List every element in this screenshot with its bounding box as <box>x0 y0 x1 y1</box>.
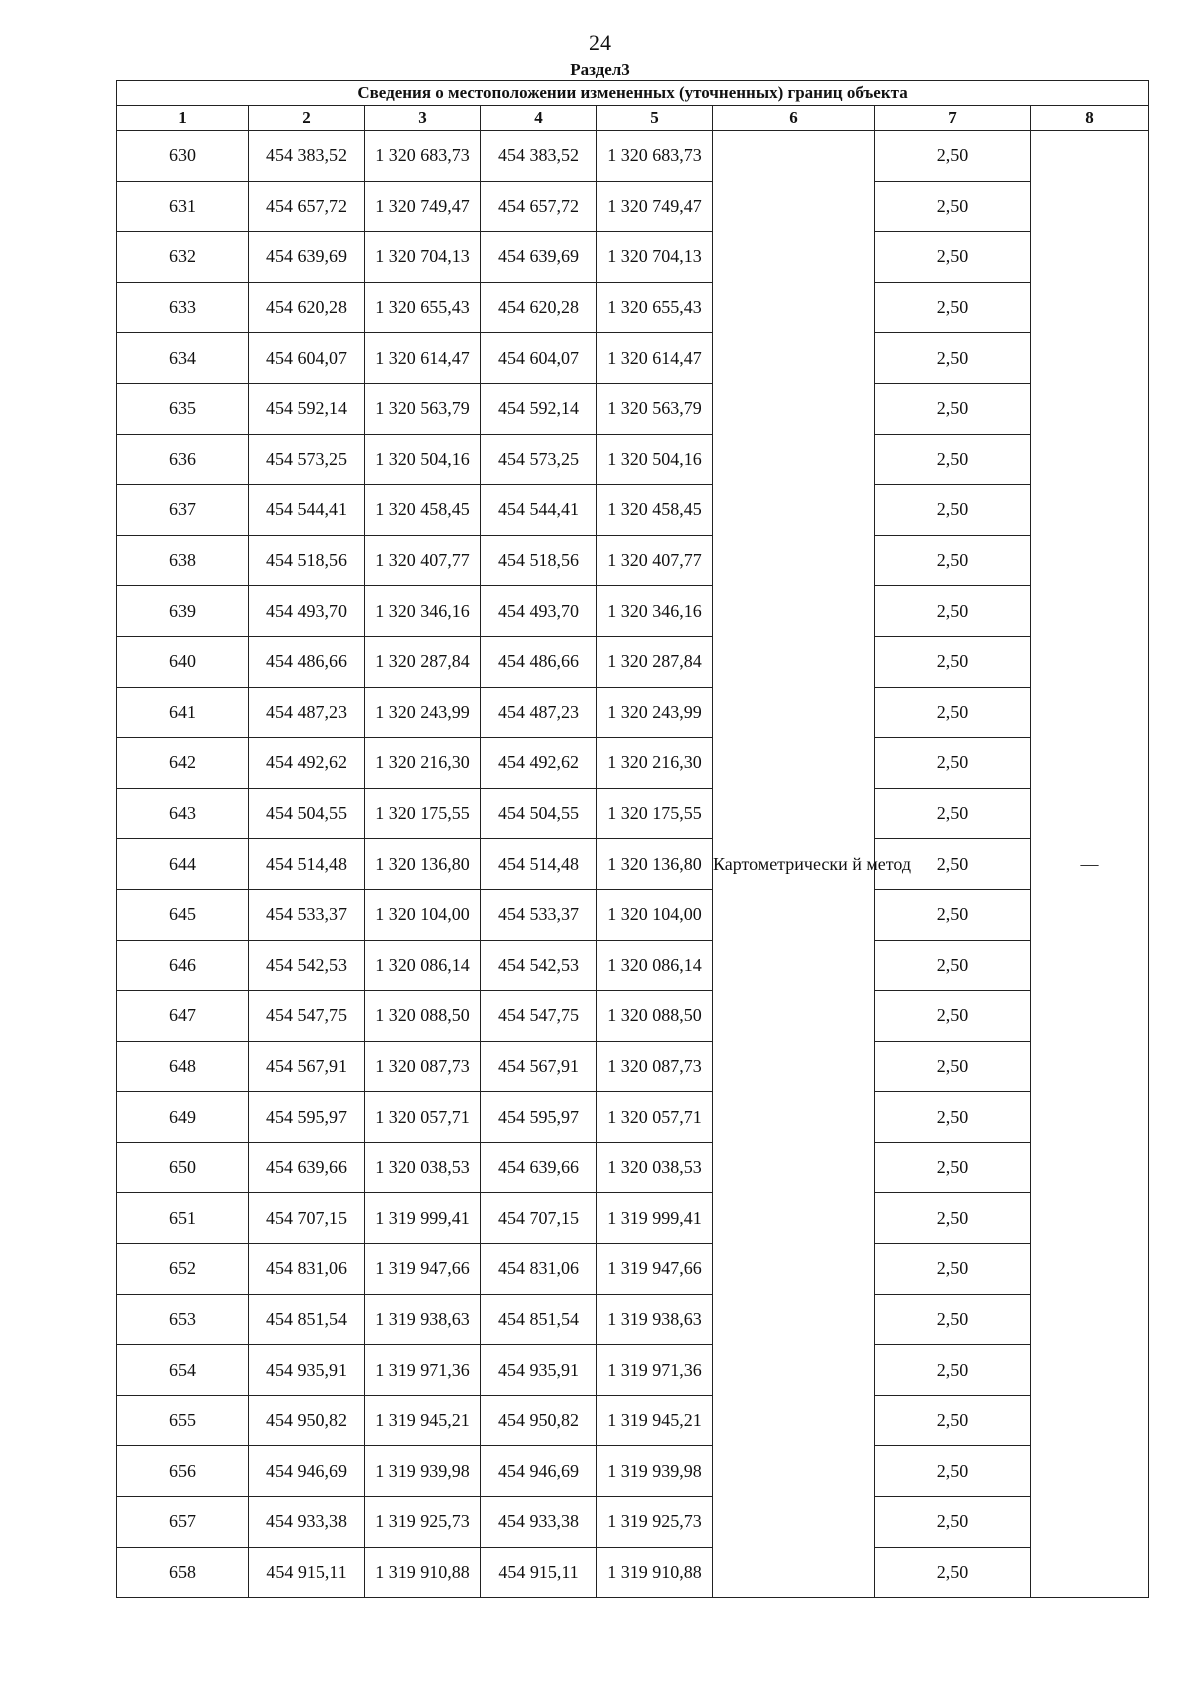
table-header-row <box>117 106 1149 131</box>
y-new-cell: 1 320 057,71 <box>597 1092 713 1143</box>
precision-cell: 2,50 <box>875 738 1031 789</box>
point-number-cell: 642 <box>117 738 249 789</box>
point-number-cell: 637 <box>117 485 249 536</box>
precision-cell: 2,50 <box>875 232 1031 283</box>
y-old-cell: 1 320 563,79 <box>365 383 481 434</box>
table-row <box>117 383 1149 434</box>
x-old-cell: 454 639,69 <box>249 232 365 283</box>
point-number-cell: 655 <box>117 1395 249 1446</box>
point-number-cell: 635 <box>117 383 249 434</box>
point-number-cell: 644 <box>117 839 249 890</box>
x-old-cell: 454 604,07 <box>249 333 365 384</box>
y-new-cell: 1 320 104,00 <box>597 889 713 940</box>
table-row <box>117 333 1149 384</box>
y-new-cell: 1 320 458,45 <box>597 485 713 536</box>
point-number-cell: 640 <box>117 636 249 687</box>
precision-cell: 2,50 <box>875 1041 1031 1092</box>
x-old-cell: 454 542,53 <box>249 940 365 991</box>
y-new-cell: 1 320 243,99 <box>597 687 713 738</box>
x-new-cell: 454 946,69 <box>481 1446 597 1497</box>
table-row <box>117 181 1149 232</box>
precision-cell: 2,50 <box>875 1092 1031 1143</box>
note-cell: — <box>1031 131 1149 1598</box>
y-old-cell: 1 320 087,73 <box>365 1041 481 1092</box>
x-old-cell: 454 486,66 <box>249 636 365 687</box>
y-new-cell: 1 319 947,66 <box>597 1244 713 1295</box>
x-old-cell: 454 504,55 <box>249 788 365 839</box>
x-old-cell: 454 935,91 <box>249 1345 365 1396</box>
x-new-cell: 454 567,91 <box>481 1041 597 1092</box>
y-new-cell: 1 319 939,98 <box>597 1446 713 1497</box>
point-number-cell: 650 <box>117 1142 249 1193</box>
x-old-cell: 454 547,75 <box>249 991 365 1042</box>
y-old-cell: 1 319 971,36 <box>365 1345 481 1396</box>
x-old-cell: 454 933,38 <box>249 1497 365 1548</box>
point-number-cell: 645 <box>117 889 249 940</box>
point-number-cell: 633 <box>117 282 249 333</box>
table-row <box>117 687 1149 738</box>
x-old-cell: 454 383,52 <box>249 131 365 182</box>
table-row <box>117 434 1149 485</box>
table-row <box>117 1547 1149 1598</box>
x-old-cell: 454 595,97 <box>249 1092 365 1143</box>
table-row <box>117 586 1149 637</box>
x-new-cell: 454 492,62 <box>481 738 597 789</box>
table-row <box>117 232 1149 283</box>
table-row <box>117 788 1149 839</box>
x-old-cell: 454 567,91 <box>249 1041 365 1092</box>
x-new-cell: 454 915,11 <box>481 1547 597 1598</box>
y-old-cell: 1 320 287,84 <box>365 636 481 687</box>
x-new-cell: 454 620,28 <box>481 282 597 333</box>
x-old-cell: 454 533,37 <box>249 889 365 940</box>
table-title-row <box>117 81 1149 106</box>
table-row <box>117 282 1149 333</box>
y-new-cell: 1 320 346,16 <box>597 586 713 637</box>
x-new-cell: 454 595,97 <box>481 1092 597 1143</box>
y-old-cell: 1 320 458,45 <box>365 485 481 536</box>
x-old-cell: 454 573,25 <box>249 434 365 485</box>
column-header: 2 <box>249 106 365 131</box>
x-old-cell: 454 851,54 <box>249 1294 365 1345</box>
y-old-cell: 1 320 683,73 <box>365 131 481 182</box>
point-number-cell: 639 <box>117 586 249 637</box>
column-header: 7 <box>875 106 1031 131</box>
y-old-cell: 1 320 088,50 <box>365 991 481 1042</box>
y-old-cell: 1 319 938,63 <box>365 1294 481 1345</box>
table-row <box>117 1092 1149 1143</box>
y-new-cell: 1 320 704,13 <box>597 232 713 283</box>
column-header: 6 <box>713 106 875 131</box>
x-new-cell: 454 493,70 <box>481 586 597 637</box>
precision-cell: 2,50 <box>875 687 1031 738</box>
x-new-cell: 454 950,82 <box>481 1395 597 1446</box>
x-old-cell: 454 620,28 <box>249 282 365 333</box>
y-old-cell: 1 320 407,77 <box>365 535 481 586</box>
x-old-cell: 454 518,56 <box>249 535 365 586</box>
precision-cell: 2,50 <box>875 1547 1031 1598</box>
table-row <box>117 1446 1149 1497</box>
precision-cell: 2,50 <box>875 1446 1031 1497</box>
y-old-cell: 1 320 704,13 <box>365 232 481 283</box>
point-number-cell: 653 <box>117 1294 249 1345</box>
x-new-cell: 454 592,14 <box>481 383 597 434</box>
x-new-cell: 454 514,48 <box>481 839 597 890</box>
x-new-cell: 454 933,38 <box>481 1497 597 1548</box>
precision-cell: 2,50 <box>875 1244 1031 1295</box>
y-old-cell: 1 319 947,66 <box>365 1244 481 1295</box>
point-number-cell: 631 <box>117 181 249 232</box>
point-number-cell: 647 <box>117 991 249 1042</box>
y-new-cell: 1 320 087,73 <box>597 1041 713 1092</box>
point-number-cell: 632 <box>117 232 249 283</box>
table-row <box>117 1345 1149 1396</box>
y-new-cell: 1 320 038,53 <box>597 1142 713 1193</box>
column-header: 3 <box>365 106 481 131</box>
y-new-cell: 1 320 614,47 <box>597 333 713 384</box>
precision-cell: 2,50 <box>875 485 1031 536</box>
table-row <box>117 1294 1149 1345</box>
x-new-cell: 454 831,06 <box>481 1244 597 1295</box>
point-number-cell: 630 <box>117 131 249 182</box>
x-old-cell: 454 946,69 <box>249 1446 365 1497</box>
y-new-cell: 1 319 945,21 <box>597 1395 713 1446</box>
y-new-cell: 1 320 563,79 <box>597 383 713 434</box>
x-new-cell: 454 573,25 <box>481 434 597 485</box>
point-number-cell: 634 <box>117 333 249 384</box>
x-new-cell: 454 383,52 <box>481 131 597 182</box>
precision-cell: 2,50 <box>875 282 1031 333</box>
x-new-cell: 454 657,72 <box>481 181 597 232</box>
precision-cell: 2,50 <box>875 434 1031 485</box>
y-new-cell: 1 320 504,16 <box>597 434 713 485</box>
table-row <box>117 1244 1149 1295</box>
x-new-cell: 454 544,41 <box>481 485 597 536</box>
x-new-cell: 454 486,66 <box>481 636 597 687</box>
x-new-cell: 454 851,54 <box>481 1294 597 1345</box>
table-row <box>117 940 1149 991</box>
x-old-cell: 454 487,23 <box>249 687 365 738</box>
point-number-cell: 656 <box>117 1446 249 1497</box>
column-header: 8 <box>1031 106 1149 131</box>
column-header: 5 <box>597 106 713 131</box>
table-row <box>117 1193 1149 1244</box>
precision-cell: 2,50 <box>875 889 1031 940</box>
y-old-cell: 1 320 175,55 <box>365 788 481 839</box>
point-number-cell: 654 <box>117 1345 249 1396</box>
x-new-cell: 454 542,53 <box>481 940 597 991</box>
y-new-cell: 1 320 136,80 <box>597 839 713 890</box>
precision-cell: 2,50 <box>875 1497 1031 1548</box>
y-new-cell: 1 320 749,47 <box>597 181 713 232</box>
y-old-cell: 1 320 104,00 <box>365 889 481 940</box>
x-new-cell: 454 935,91 <box>481 1345 597 1396</box>
y-new-cell: 1 319 999,41 <box>597 1193 713 1244</box>
y-new-cell: 1 319 910,88 <box>597 1547 713 1598</box>
precision-cell: 2,50 <box>875 940 1031 991</box>
y-old-cell: 1 320 655,43 <box>365 282 481 333</box>
precision-cell: 2,50 <box>875 586 1031 637</box>
y-old-cell: 1 319 910,88 <box>365 1547 481 1598</box>
column-header: 4 <box>481 106 597 131</box>
y-old-cell: 1 319 939,98 <box>365 1446 481 1497</box>
table-row <box>117 991 1149 1042</box>
x-old-cell: 454 707,15 <box>249 1193 365 1244</box>
table-row <box>117 485 1149 536</box>
x-old-cell: 454 493,70 <box>249 586 365 637</box>
y-new-cell: 1 320 683,73 <box>597 131 713 182</box>
precision-cell: 2,50 <box>875 839 1031 890</box>
y-old-cell: 1 320 216,30 <box>365 738 481 789</box>
coordinates-table <box>116 80 1149 1598</box>
table-title: Сведения о местоположении измененных (уточненных) границ объекта <box>117 81 1149 106</box>
y-old-cell: 1 320 504,16 <box>365 434 481 485</box>
y-new-cell: 1 320 216,30 <box>597 738 713 789</box>
table-row <box>117 535 1149 586</box>
point-number-cell: 657 <box>117 1497 249 1548</box>
x-old-cell: 454 639,66 <box>249 1142 365 1193</box>
point-number-cell: 643 <box>117 788 249 839</box>
y-old-cell: 1 320 346,16 <box>365 586 481 637</box>
x-new-cell: 454 518,56 <box>481 535 597 586</box>
table-row <box>117 889 1149 940</box>
x-old-cell: 454 915,11 <box>249 1547 365 1598</box>
column-header: 1 <box>117 106 249 131</box>
precision-cell: 2,50 <box>875 131 1031 182</box>
precision-cell: 2,50 <box>875 535 1031 586</box>
y-old-cell: 1 320 614,47 <box>365 333 481 384</box>
y-new-cell: 1 320 175,55 <box>597 788 713 839</box>
y-old-cell: 1 320 086,14 <box>365 940 481 991</box>
table-row <box>117 738 1149 789</box>
y-old-cell: 1 320 749,47 <box>365 181 481 232</box>
precision-cell: 2,50 <box>875 1193 1031 1244</box>
point-number-cell: 636 <box>117 434 249 485</box>
y-new-cell: 1 320 086,14 <box>597 940 713 991</box>
y-new-cell: 1 319 971,36 <box>597 1345 713 1396</box>
table-row <box>117 1142 1149 1193</box>
y-old-cell: 1 320 243,99 <box>365 687 481 738</box>
x-new-cell: 454 504,55 <box>481 788 597 839</box>
point-number-cell: 658 <box>117 1547 249 1598</box>
x-old-cell: 454 592,14 <box>249 383 365 434</box>
y-new-cell: 1 319 925,73 <box>597 1497 713 1548</box>
y-old-cell: 1 319 945,21 <box>365 1395 481 1446</box>
x-old-cell: 454 492,62 <box>249 738 365 789</box>
table-body <box>117 131 1149 1598</box>
table-row <box>117 839 1149 890</box>
point-number-cell: 651 <box>117 1193 249 1244</box>
precision-cell: 2,50 <box>875 1142 1031 1193</box>
precision-cell: 2,50 <box>875 636 1031 687</box>
x-new-cell: 454 533,37 <box>481 889 597 940</box>
x-new-cell: 454 707,15 <box>481 1193 597 1244</box>
table-row <box>117 1395 1149 1446</box>
y-new-cell: 1 320 655,43 <box>597 282 713 333</box>
precision-cell: 2,50 <box>875 991 1031 1042</box>
precision-cell: 2,50 <box>875 383 1031 434</box>
x-old-cell: 454 950,82 <box>249 1395 365 1446</box>
y-new-cell: 1 320 407,77 <box>597 535 713 586</box>
x-old-cell: 454 657,72 <box>249 181 365 232</box>
table-row <box>117 1497 1149 1548</box>
precision-cell: 2,50 <box>875 333 1031 384</box>
precision-cell: 2,50 <box>875 788 1031 839</box>
point-number-cell: 641 <box>117 687 249 738</box>
point-number-cell: 648 <box>117 1041 249 1092</box>
x-new-cell: 454 487,23 <box>481 687 597 738</box>
y-old-cell: 1 320 038,53 <box>365 1142 481 1193</box>
method-cell: Картометрически й метод <box>713 131 875 1598</box>
point-number-cell: 652 <box>117 1244 249 1295</box>
section-label: Раздел3 <box>570 60 630 79</box>
y-new-cell: 1 319 938,63 <box>597 1294 713 1345</box>
x-new-cell: 454 604,07 <box>481 333 597 384</box>
x-old-cell: 454 544,41 <box>249 485 365 536</box>
page-number: 24 <box>589 30 611 55</box>
table-row <box>117 131 1149 182</box>
x-old-cell: 454 514,48 <box>249 839 365 890</box>
table-row <box>117 636 1149 687</box>
x-new-cell: 454 639,66 <box>481 1142 597 1193</box>
y-new-cell: 1 320 088,50 <box>597 991 713 1042</box>
x-new-cell: 454 639,69 <box>481 232 597 283</box>
x-old-cell: 454 831,06 <box>249 1244 365 1295</box>
y-old-cell: 1 320 136,80 <box>365 839 481 890</box>
precision-cell: 2,50 <box>875 1294 1031 1345</box>
y-old-cell: 1 319 999,41 <box>365 1193 481 1244</box>
table-row <box>117 1041 1149 1092</box>
y-old-cell: 1 319 925,73 <box>365 1497 481 1548</box>
point-number-cell: 646 <box>117 940 249 991</box>
x-new-cell: 454 547,75 <box>481 991 597 1042</box>
point-number-cell: 649 <box>117 1092 249 1143</box>
precision-cell: 2,50 <box>875 181 1031 232</box>
precision-cell: 2,50 <box>875 1345 1031 1396</box>
y-new-cell: 1 320 287,84 <box>597 636 713 687</box>
y-old-cell: 1 320 057,71 <box>365 1092 481 1143</box>
point-number-cell: 638 <box>117 535 249 586</box>
precision-cell: 2,50 <box>875 1395 1031 1446</box>
